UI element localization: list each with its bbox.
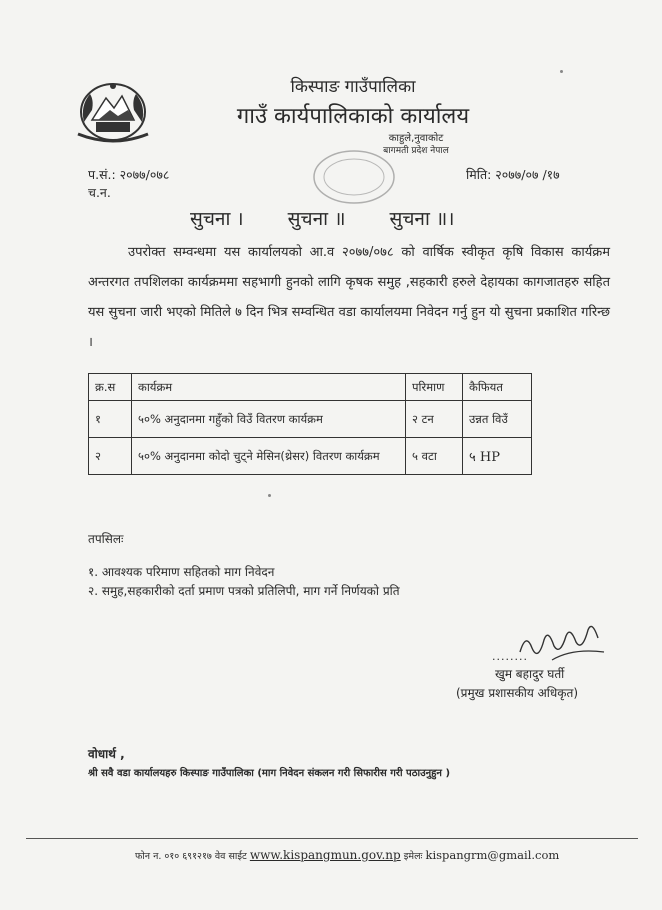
paper-speck	[268, 494, 271, 497]
letter-date: मिति: २०७७/०७ /१७	[466, 167, 560, 182]
header-quantity: परिमाण	[406, 374, 463, 401]
table-header-row	[89, 374, 532, 401]
dispatch-number: च.न.	[88, 185, 111, 200]
office-location: काहुले,नुवाकोट	[388, 133, 444, 144]
office-stamp-icon	[310, 148, 398, 206]
header-program: कार्यक्रम	[132, 374, 406, 401]
cell-serial: १	[89, 401, 132, 438]
municipality-name: किस्पाङ गाउँपालिका	[290, 77, 416, 97]
program-table	[88, 373, 532, 475]
cell-serial: २	[89, 438, 132, 475]
office-name: गाउँ कार्यपालिकाको कार्यालय	[236, 104, 470, 129]
footer-email-link[interactable]: kispangrm@gmail.com	[425, 848, 560, 862]
tapasil-item: २. समुह,सहकारीको दर्ता प्रमाण पत्रको प्रतिलिपी, माग गर्ने निर्णयको प्रति	[88, 584, 400, 598]
notice-heading	[190, 205, 493, 231]
footer-email-label: इमेलः	[403, 851, 423, 862]
header-remarks: कैफियत	[463, 374, 532, 401]
cell-program: ५०% अनुदानमा कोदो चुट्ने मेसिन(थ्रेसर) वितरण कार्यक्रम	[132, 438, 406, 475]
reference-number: प.सं.: २०७७/०७८	[88, 167, 170, 182]
tapasil-item: १. आवश्यक परिमाण सहितको माग निवेदन	[88, 565, 275, 579]
footer	[135, 848, 559, 862]
header-serial: क्र.स	[89, 374, 132, 401]
footer-website-link[interactable]: www.kispangmun.gov.np	[249, 848, 401, 862]
office-province: बागमती प्रदेश नेपाल	[383, 146, 449, 156]
cell-quantity: २ टन	[406, 401, 463, 438]
cell-remarks: ५ HP	[463, 438, 532, 475]
signatory-designation: (प्रमुख प्रशासकीय अधिकृत)	[456, 686, 579, 700]
notice-body: उपरोक्त सम्वन्धमा यस कार्यालयको आ.व २०७७/०७८ को वार्षिक स्वीकृत कृषि विकास कार्यक्रम अन्तरगत तपशिलका कार्यक्रममा सहभागी हुनको लागि कृषक समुह ,सहकारी हरुले देहायका कागजातहरु सहित यस सुचना जारी भएको मितिले ७ दिन भित्र सम्वन्धित वडा कार्यालयमा निवेदन गर्नु हुन यो सुचना प्रकाशित गरिन्छ ।	[88, 245, 610, 350]
signatory-name: खुम बहादुर घर्ती	[495, 667, 565, 681]
footer-phone: फोन न. ०१० ६९१२१७ वेव साईट	[135, 851, 247, 862]
cell-quantity: ५ वटा	[406, 438, 463, 475]
paper-speck	[560, 70, 563, 73]
distribution-heading: वोधार्थ ,	[88, 747, 125, 761]
distribution-recipient: श्री सवै वडा कार्यालयहरु किस्पाङ गाउँपालिका (माग निवेदन संकलन गरी सिफारीस गरी पठाउनुहुन )	[88, 768, 451, 779]
cell-remarks: उन्नत विउँ	[463, 401, 532, 438]
notice-word-1: सुचना ।	[190, 208, 244, 230]
tapasil-heading: तपसिलः	[88, 532, 124, 546]
footer-divider	[26, 838, 638, 839]
notice-word-3: सुचना ॥।	[389, 208, 455, 230]
cell-program: ५०% अनुदानमा गहुँको विउँ वितरण कार्यक्रम	[132, 401, 406, 438]
table-row	[89, 401, 532, 438]
table-row	[89, 438, 532, 475]
notice-word-2: सुचना ॥	[287, 208, 346, 230]
signature-dots: ........	[492, 650, 528, 663]
